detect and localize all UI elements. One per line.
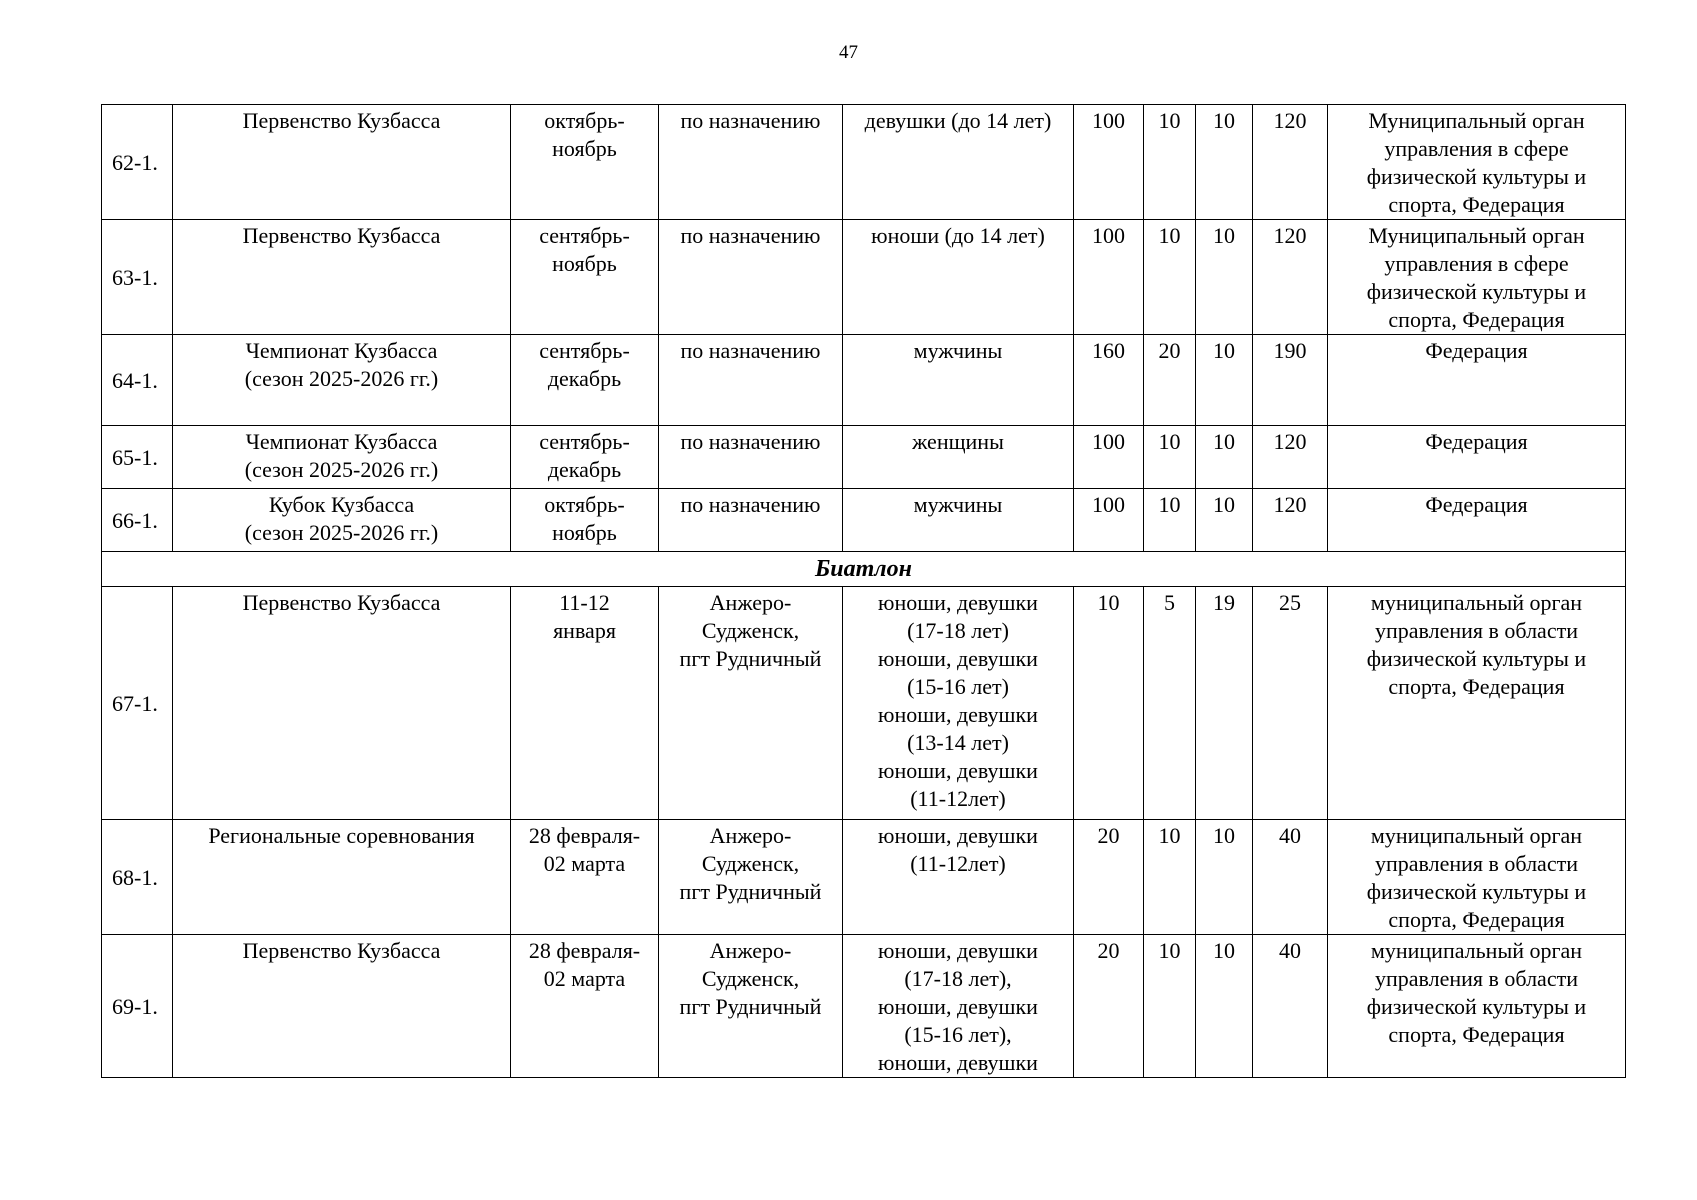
count-participants: 10 <box>1074 587 1144 820</box>
event-participants-line: юноши, девушки <box>878 758 1038 783</box>
organizer-line: муниципальный орган <box>1370 590 1583 615</box>
event-place-line: по назначению <box>680 223 821 248</box>
organizer-line: Федерация <box>1425 429 1528 454</box>
count-judges: 10 <box>1196 489 1253 552</box>
event-place-line: по назначению <box>680 108 821 133</box>
event-participants-line: юноши, девушки <box>878 938 1038 963</box>
event-dates-line: 11-12 <box>559 590 610 615</box>
event-dates-line: сентябрь- <box>539 223 630 248</box>
event-participants-line: юноши, девушки <box>878 823 1038 848</box>
count-total: 120 <box>1253 105 1328 220</box>
organizer-line: управления в области <box>1375 966 1578 991</box>
event-place <box>659 587 843 820</box>
count-total: 120 <box>1253 426 1328 489</box>
event-place <box>659 426 843 489</box>
event-participants-line: юноши, девушки <box>878 994 1038 1019</box>
event-place-line: по назначению <box>680 429 821 454</box>
event-participants-line: (13-14 лет) <box>907 730 1009 755</box>
table-row <box>102 935 1626 1078</box>
event-participants-line: женщины <box>912 429 1004 454</box>
event-participants-line: (17-18 лет) <box>907 618 1009 643</box>
event-participants-line: юноши (до 14 лет) <box>871 223 1045 248</box>
event-name <box>173 820 511 935</box>
event-place <box>659 489 843 552</box>
event-name-line: (сезон 2025-2026 гг.) <box>244 520 439 545</box>
table-row <box>102 220 1626 335</box>
organizer-line: Федерация <box>1425 338 1528 363</box>
event-dates-line: октябрь- <box>544 108 625 133</box>
page-number: 47 <box>839 42 858 63</box>
event-dates-line: сентябрь- <box>539 338 630 363</box>
event-participants <box>843 220 1074 335</box>
count-coaches: 5 <box>1144 587 1196 820</box>
event-place <box>659 220 843 335</box>
organizer <box>1328 220 1626 335</box>
event-dates <box>511 220 659 335</box>
organizer <box>1328 426 1626 489</box>
count-participants: 100 <box>1074 220 1144 335</box>
count-judges: 10 <box>1196 335 1253 426</box>
event-participants <box>843 820 1074 935</box>
event-participants <box>843 489 1074 552</box>
organizer-line: спорта, Федерация <box>1388 1022 1565 1047</box>
count-coaches: 10 <box>1144 935 1196 1078</box>
event-dates-line: января <box>553 618 616 643</box>
count-coaches: 10 <box>1144 820 1196 935</box>
organizer <box>1328 587 1626 820</box>
event-place-line: Судженск, <box>701 966 800 991</box>
event-participants <box>843 105 1074 220</box>
event-name <box>173 587 511 820</box>
event-dates-line: 28 февраля- <box>528 938 641 963</box>
count-judges: 10 <box>1196 935 1253 1078</box>
section-row <box>102 552 1626 587</box>
event-dates-line: декабрь <box>547 366 622 391</box>
count-judges: 10 <box>1196 426 1253 489</box>
event-participants-line: (11-12лет) <box>910 851 1006 876</box>
organizer-line: Муниципальный орган <box>1368 108 1585 133</box>
table-row <box>102 489 1626 552</box>
organizer-line: спорта, Федерация <box>1388 192 1565 217</box>
event-participants <box>843 426 1074 489</box>
organizer <box>1328 335 1626 426</box>
row-number: 62-1. <box>102 105 173 220</box>
event-dates-line: сентябрь- <box>539 429 630 454</box>
event-place <box>659 820 843 935</box>
count-coaches: 20 <box>1144 335 1196 426</box>
organizer <box>1328 105 1626 220</box>
count-coaches: 10 <box>1144 105 1196 220</box>
organizer <box>1328 489 1626 552</box>
table-row <box>102 426 1626 489</box>
count-participants: 20 <box>1074 820 1144 935</box>
organizer <box>1328 935 1626 1078</box>
event-name <box>173 935 511 1078</box>
event-place-line: Анжеро- <box>709 938 792 963</box>
event-dates-line: ноябрь <box>552 520 617 545</box>
event-place-line: по назначению <box>680 338 821 363</box>
event-place-line: Анжеро- <box>709 823 792 848</box>
count-total: 120 <box>1253 220 1328 335</box>
count-judges: 10 <box>1196 820 1253 935</box>
count-coaches: 10 <box>1144 220 1196 335</box>
count-total: 40 <box>1253 935 1328 1078</box>
row-number: 68-1. <box>102 820 173 935</box>
event-participants-line: (11-12лет) <box>910 786 1006 811</box>
organizer-line: физической культуры и <box>1366 646 1587 671</box>
row-number: 66-1. <box>102 489 173 552</box>
row-number: 65-1. <box>102 426 173 489</box>
event-dates <box>511 105 659 220</box>
event-dates-line: ноябрь <box>552 136 617 161</box>
organizer-line: физической культуры и <box>1366 994 1587 1019</box>
event-name-line: Чемпионат Кузбасса <box>245 429 438 454</box>
event-dates <box>511 489 659 552</box>
event-place <box>659 335 843 426</box>
count-participants: 160 <box>1074 335 1144 426</box>
event-participants <box>843 587 1074 820</box>
event-participants-line: (17-18 лет), <box>904 966 1012 991</box>
organizer-line: муниципальный орган <box>1370 823 1583 848</box>
organizer <box>1328 820 1626 935</box>
event-name <box>173 426 511 489</box>
row-number: 69-1. <box>102 935 173 1078</box>
row-number: 63-1. <box>102 220 173 335</box>
event-name-line: Первенство Кузбасса <box>242 938 441 963</box>
event-name-line: Первенство Кузбасса <box>242 108 441 133</box>
count-coaches: 10 <box>1144 489 1196 552</box>
table-row <box>102 820 1626 935</box>
event-dates-line: 02 марта <box>543 851 626 876</box>
row-number: 64-1. <box>102 335 173 426</box>
event-dates <box>511 426 659 489</box>
count-judges: 10 <box>1196 105 1253 220</box>
count-total: 120 <box>1253 489 1328 552</box>
event-participants-line: (15-16 лет), <box>904 1022 1012 1047</box>
organizer-line: спорта, Федерация <box>1388 307 1565 332</box>
organizer-line: спорта, Федерация <box>1388 674 1565 699</box>
event-name-line: Первенство Кузбасса <box>242 223 441 248</box>
event-dates <box>511 820 659 935</box>
event-participants-line: мужчины <box>913 338 1003 363</box>
event-name <box>173 335 511 426</box>
section-title: Биатлон <box>102 552 1626 587</box>
event-place-line: пгт Рудничный <box>679 879 822 904</box>
event-participants <box>843 935 1074 1078</box>
organizer-line: управления в области <box>1375 851 1578 876</box>
count-judges: 10 <box>1196 220 1253 335</box>
count-judges: 19 <box>1196 587 1253 820</box>
event-dates-line: декабрь <box>547 457 622 482</box>
organizer-line: муниципальный орган <box>1370 938 1583 963</box>
event-dates-line: 02 марта <box>543 966 626 991</box>
event-name <box>173 220 511 335</box>
event-place <box>659 105 843 220</box>
event-dates <box>511 587 659 820</box>
event-place <box>659 935 843 1078</box>
event-name <box>173 489 511 552</box>
organizer-line: физической культуры и <box>1366 164 1587 189</box>
organizer-line: физической культуры и <box>1366 879 1587 904</box>
event-participants-line: девушки (до 14 лет) <box>864 108 1052 133</box>
event-name-line: (сезон 2025-2026 гг.) <box>244 457 439 482</box>
event-dates <box>511 335 659 426</box>
event-dates <box>511 935 659 1078</box>
count-total: 25 <box>1253 587 1328 820</box>
event-place-line: пгт Рудничный <box>679 994 822 1019</box>
event-name-line: Первенство Кузбасса <box>242 590 441 615</box>
organizer-line: спорта, Федерация <box>1388 907 1565 932</box>
organizer-line: управления в сфере <box>1384 136 1569 161</box>
event-participants-line: юноши, девушки <box>878 702 1038 727</box>
count-participants: 100 <box>1074 426 1144 489</box>
event-participants-line: юноши, девушки <box>878 1050 1038 1075</box>
event-dates-line: ноябрь <box>552 251 617 276</box>
row-number: 67-1. <box>102 587 173 820</box>
organizer-line: физической культуры и <box>1366 279 1587 304</box>
event-participants-line: (15-16 лет) <box>907 674 1009 699</box>
event-participants-line: мужчины <box>913 492 1003 517</box>
event-place-line: Судженск, <box>701 851 800 876</box>
event-place-line: Судженск, <box>701 618 800 643</box>
organizer-line: Федерация <box>1425 492 1528 517</box>
event-dates-line: октябрь- <box>544 492 625 517</box>
event-dates-line: 28 февраля- <box>528 823 641 848</box>
organizer-line: управления в области <box>1375 618 1578 643</box>
event-place-line: пгт Рудничный <box>679 646 822 671</box>
table-row <box>102 335 1626 426</box>
count-coaches: 10 <box>1144 426 1196 489</box>
organizer-line: управления в сфере <box>1384 251 1569 276</box>
table-row <box>102 587 1626 820</box>
event-name-line: Кубок Кузбасса <box>268 492 415 517</box>
event-participants <box>843 335 1074 426</box>
event-place-line: по назначению <box>680 492 821 517</box>
events-table <box>101 104 1626 1078</box>
event-participants-line: юноши, девушки <box>878 590 1038 615</box>
event-name-line: Региональные соревнования <box>208 823 475 848</box>
event-name <box>173 105 511 220</box>
count-participants: 100 <box>1074 105 1144 220</box>
event-participants-line: юноши, девушки <box>878 646 1038 671</box>
count-total: 40 <box>1253 820 1328 935</box>
count-total: 190 <box>1253 335 1328 426</box>
event-place-line: Анжеро- <box>709 590 792 615</box>
table-row <box>102 105 1626 220</box>
count-participants: 100 <box>1074 489 1144 552</box>
event-name-line: Чемпионат Кузбасса <box>245 338 438 363</box>
event-name-line: (сезон 2025-2026 гг.) <box>244 366 439 391</box>
organizer-line: Муниципальный орган <box>1368 223 1585 248</box>
count-participants: 20 <box>1074 935 1144 1078</box>
